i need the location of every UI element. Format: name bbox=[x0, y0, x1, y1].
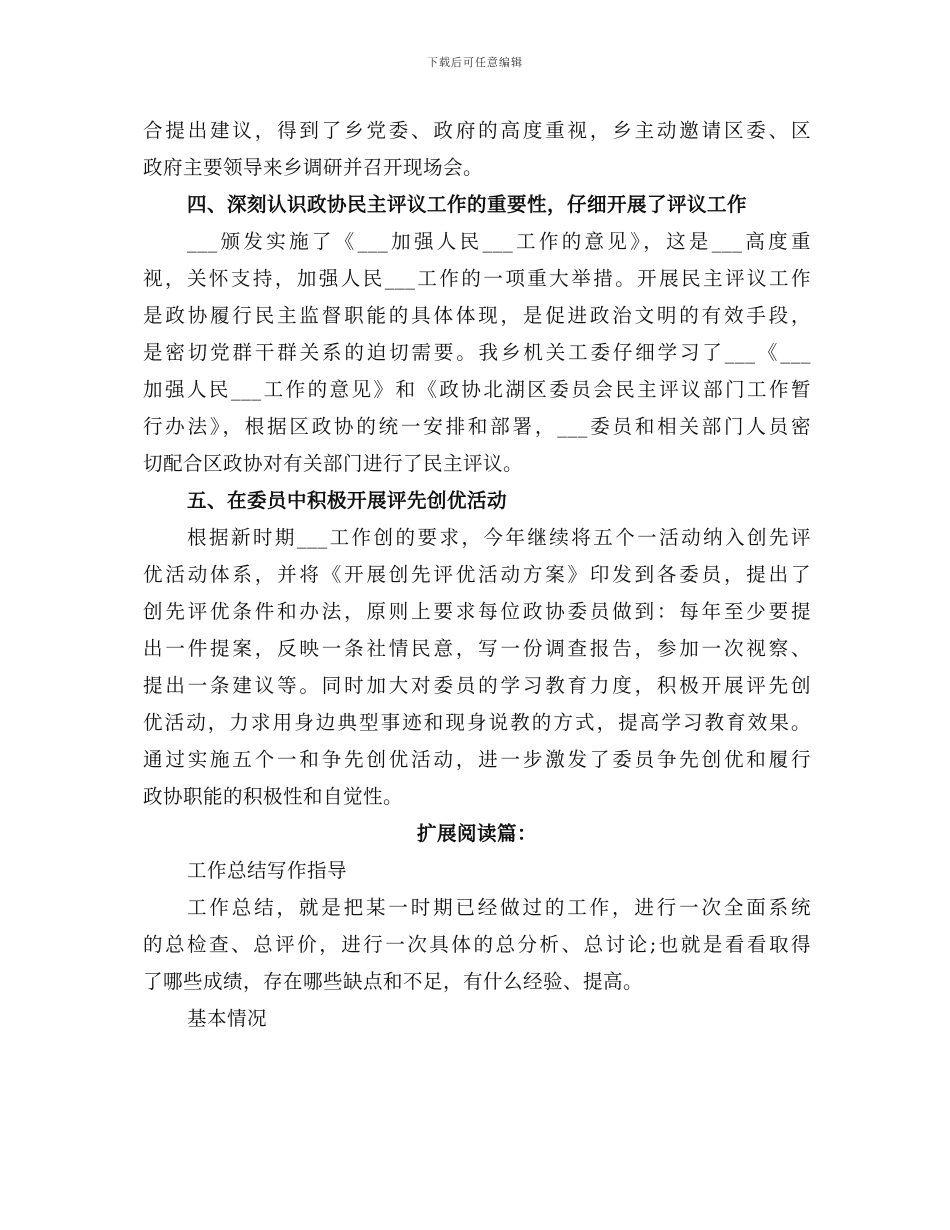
subsection-title: 基本情况 bbox=[187, 1007, 268, 1030]
paragraph-line: 了哪些成绩，存在哪些缺点和不足，有什么经验、提高。 bbox=[143, 970, 644, 993]
paragraph-line: 视，关怀支持，加强人民___工作的一项重大举措。开展民主评议工作 bbox=[143, 267, 811, 290]
paragraph-line: 行办法》，根据区政协的统一安排和部署，___委员和相关部门人员密 bbox=[143, 415, 811, 438]
paragraph-line: 优活动体系，并将《开展创先评优活动方案》印发到各委员，提出了 bbox=[143, 563, 811, 586]
paragraph-line: 提出一条建议等。同时加大对委员的学习教育力度，积极开展评先创 bbox=[143, 674, 811, 697]
paragraph-line: 工作总结，就是把某一时期已经做过的工作，进行一次全面系统 bbox=[187, 896, 811, 919]
paragraph-line: 加强人民___工作的意见》和《政协北湖区委员会民主评议部门工作暂 bbox=[143, 378, 811, 401]
paragraph-line: 的总检查、总评价，进行一次具体的总分析、总讨论;也就是看看取得 bbox=[143, 933, 811, 956]
paragraph-line: 是密切党群干群关系的迫切需要。我乡机关工委仔细学习了___《___ bbox=[143, 341, 811, 364]
section-heading-5: 五、在委员中积极开展评先创优活动 bbox=[187, 489, 508, 512]
page-header: 下载后可任意编辑 bbox=[427, 56, 523, 69]
paragraph-line: 出一件提案，反映一条社情民意，写一份调查报告，参加一次视察、 bbox=[143, 637, 811, 660]
paragraph-line: 根据新时期___工作创的要求，今年继续将五个一活动纳入创先评 bbox=[187, 526, 811, 549]
paragraph-line: 是政协履行民主监督职能的具体体现，是促进政治文明的有效手段， bbox=[143, 304, 811, 327]
paragraph-line: 创先评优条件和办法，原则上要求每位政协委员做到：每年至少要提 bbox=[143, 600, 811, 623]
paragraph-line: 政府主要领导来乡调研并召开现场会。 bbox=[143, 156, 484, 179]
paragraph-line: 合提出建议，得到了乡党委、政府的高度重视，乡主动邀请区委、区 bbox=[143, 119, 811, 142]
paragraph-line: 优活动，力求用身边典型事迹和现身说教的方式，提高学习教育效果。 bbox=[143, 711, 811, 734]
paragraph-line: 切配合区政协对有关部门进行了民主评议。 bbox=[143, 452, 524, 475]
subsection-title: 工作总结写作指导 bbox=[187, 859, 348, 882]
paragraph-line: 政协职能的积极性和自觉性。 bbox=[143, 785, 404, 808]
extended-reading-title: 扩展阅读篇： bbox=[416, 822, 537, 845]
document-body bbox=[143, 112, 811, 1037]
section-heading-4: 四、深刻认识政协民主评议工作的重要性，仔细开展了评议工作 bbox=[187, 193, 748, 216]
paragraph-line: ___颁发实施了《___加强人民___工作的意见》，这是___高度重 bbox=[187, 230, 811, 253]
paragraph-line: 通过实施五个一和争先创优活动，进一步激发了委员争先创优和履行 bbox=[143, 748, 811, 771]
